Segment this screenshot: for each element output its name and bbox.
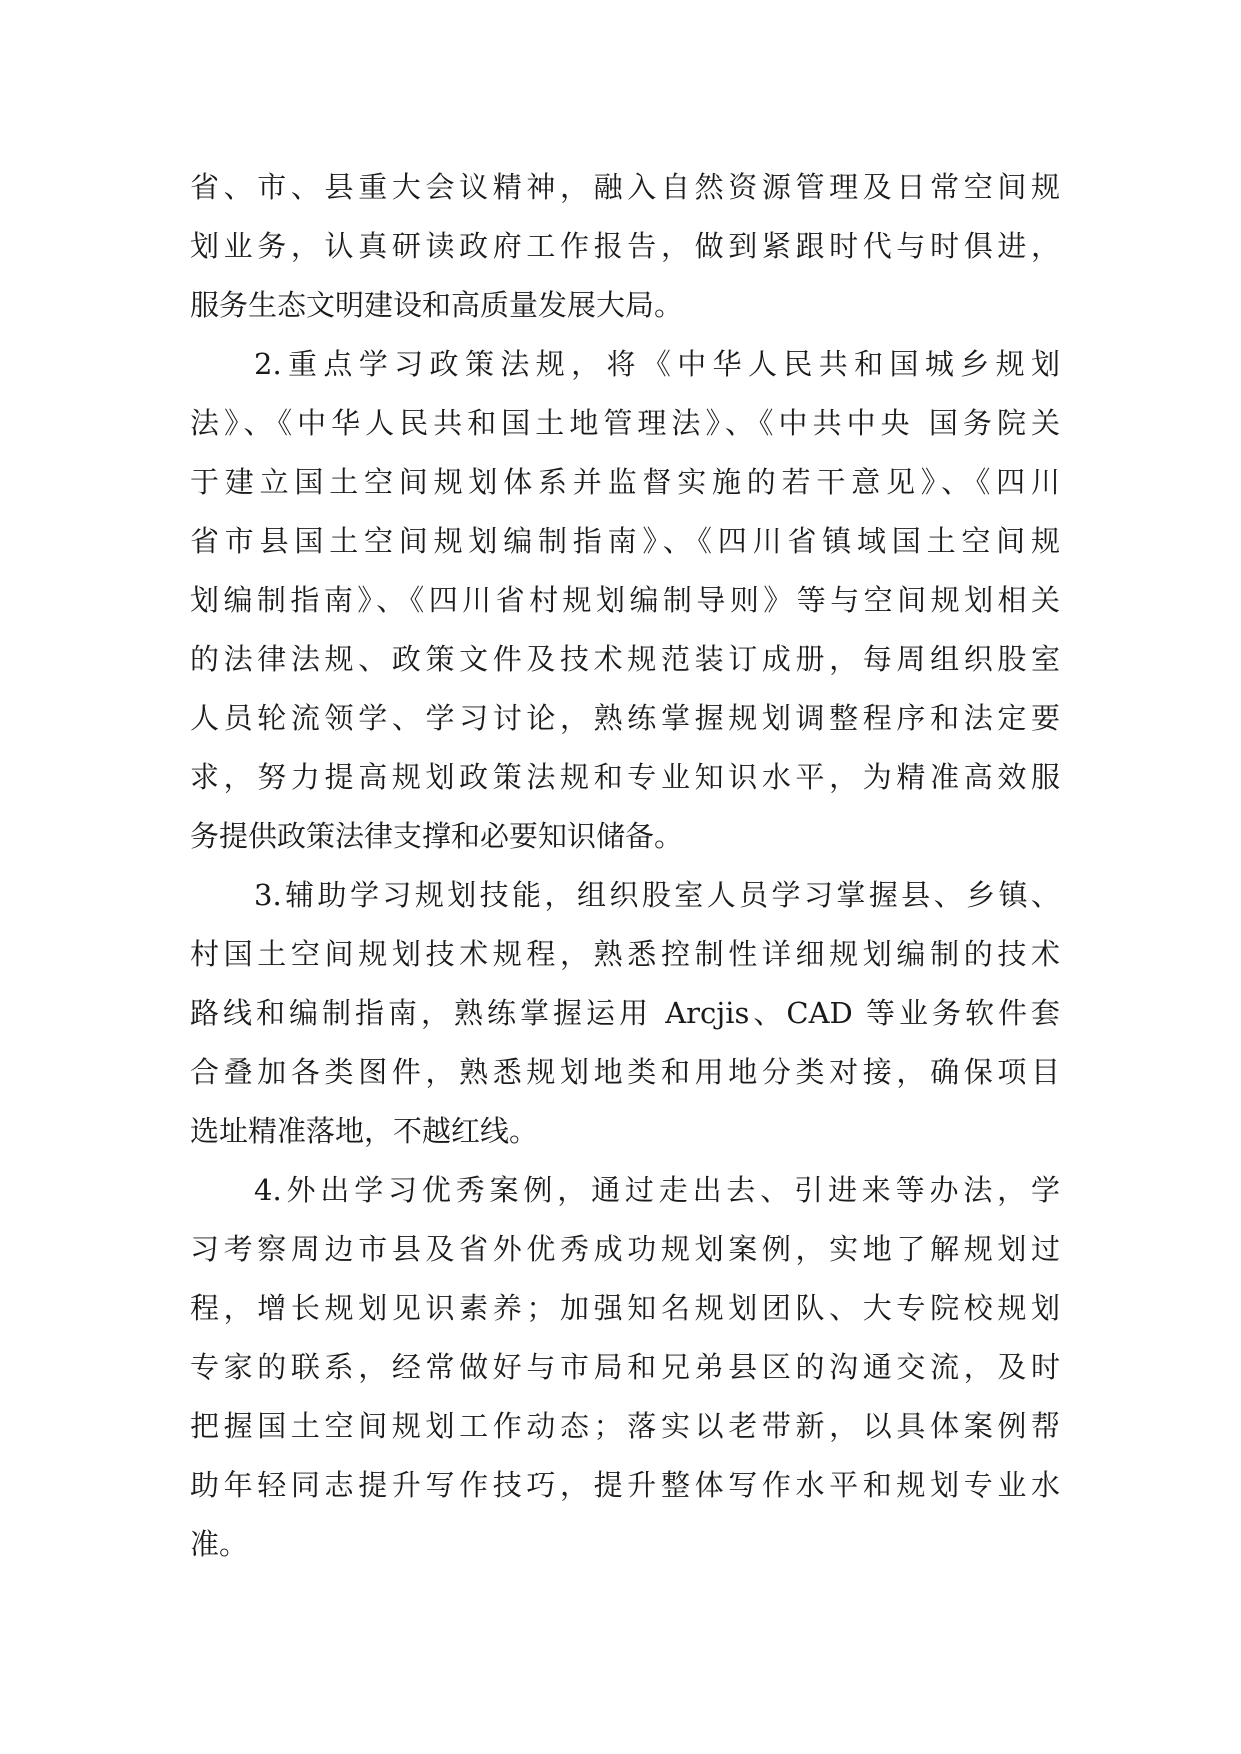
text-line: 习考察周边市县及省外优秀成功规划案例，实地了解规划过 [190,1232,1060,1266]
text-line: 选址精准落地，不越红线。 [190,1114,539,1148]
text-line: 程，增长规划见识素养；加强知名规划团队、大专院校规划 [190,1291,1060,1325]
document-body [190,158,1060,1574]
text-line: 助年轻同志提升写作技巧，提升整体写作水平和规划专业水 [190,1468,1060,1502]
paragraph-item-3 [190,866,1060,1161]
text-line: 划业务，认真研读政府工作报告，做到紧跟时代与时俱进， [190,229,1060,263]
text-line: 省市县国土空间规划编制指南》、《四川省镇域国土空间规 [190,524,1060,558]
text-line: 路线和编制指南，熟练掌握运用 Arcjis、CAD 等业务软件套 [190,996,1060,1030]
text-line: 村国土空间规划技术规程，熟悉控制性详细规划编制的技术 [190,937,1060,971]
text-line: 务提供政策法律支撑和必要知识储备。 [190,819,684,853]
paragraph-continuation [190,158,1060,335]
text-line: 准。 [190,1527,249,1561]
paragraph-item-4 [190,1161,1060,1574]
text-line: 合叠加各类图件，熟悉规划地类和用地分类对接，确保项目 [190,1055,1060,1089]
text-line: 求，努力提高规划政策法规和专业知识水平，为精准高效服 [190,760,1060,794]
text-line: 2.重点学习政策法规，将《中华人民共和国城乡规划 [254,347,1060,381]
text-line: 专家的联系，经常做好与市局和兄弟县区的沟通交流，及时 [190,1350,1060,1384]
text-line: 服务生态文明建设和高质量发展大局。 [190,288,684,322]
text-line: 划编制指南》、《四川省村规划编制导则》等与空间规划相关 [190,583,1060,617]
text-line: 于建立国土空间规划体系并监督实施的若干意见》、《四川 [190,465,1060,499]
text-line: 把握国土空间规划工作动态；落实以老带新，以具体案例帮 [190,1409,1060,1443]
text-line: 的法律法规、政策文件及技术规范装订成册，每周组织股室 [190,642,1060,676]
paragraph-item-2 [190,335,1060,866]
text-line: 法》、《中华人民共和国土地管理法》、《中共中央 国务院关 [190,406,1060,440]
text-line: 人员轮流领学、学习讨论，熟练掌握规划调整程序和法定要 [190,701,1060,735]
text-line: 省、市、县重大会议精神，融入自然资源管理及日常空间规 [190,170,1060,204]
text-line: 3.辅助学习规划技能，组织股室人员学习掌握县、乡镇、 [254,878,1060,912]
text-line: 4.外出学习优秀案例，通过走出去、引进来等办法，学 [254,1173,1060,1207]
